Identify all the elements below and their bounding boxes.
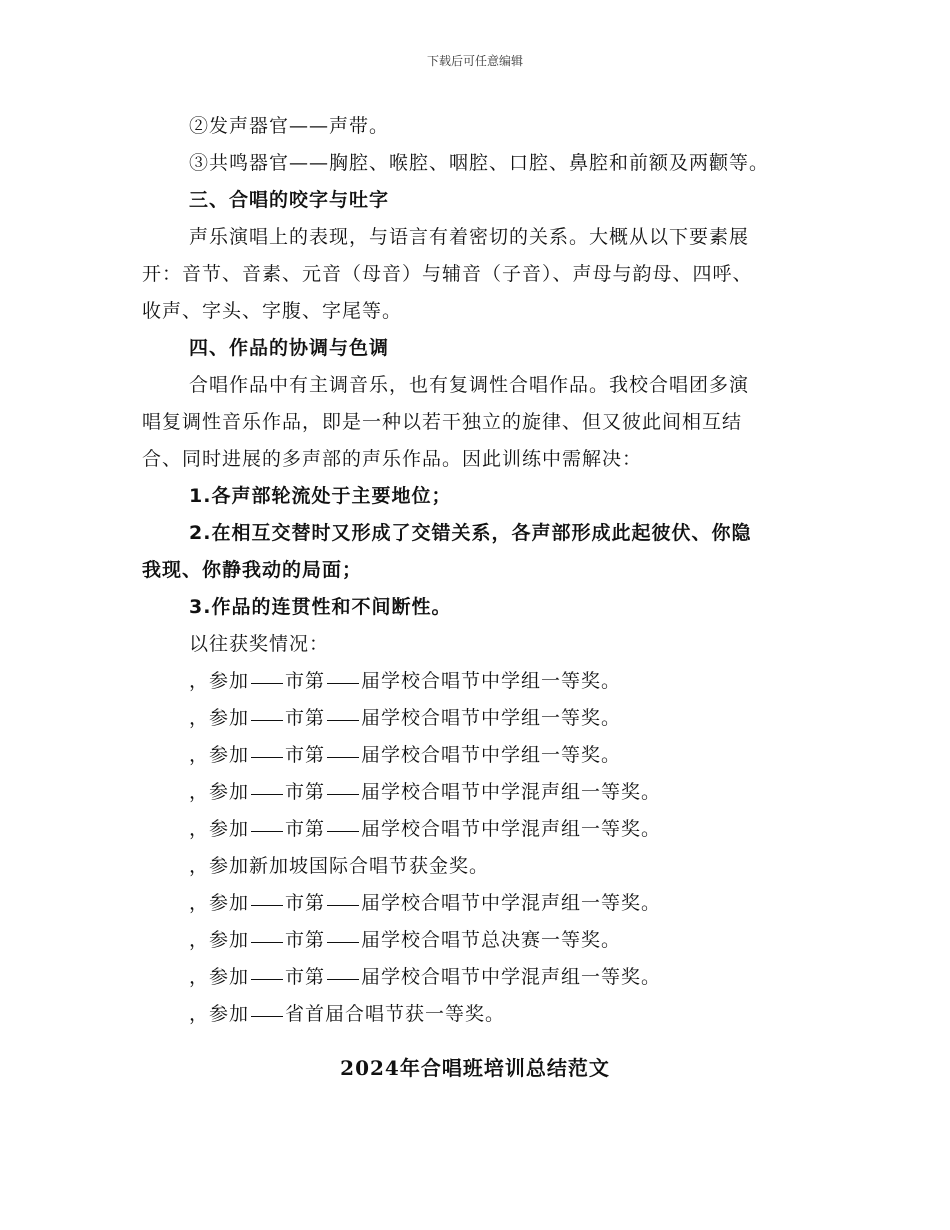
blank-line — [251, 756, 283, 758]
award-suffix: 届学校合唱节中学混声组一等奖。 — [361, 966, 662, 988]
award-mid: 市第 — [285, 818, 326, 840]
award-mid: 市第 — [285, 707, 326, 729]
blank-line — [327, 682, 359, 684]
award-item — [142, 848, 812, 885]
award-prefix: ，参加 — [189, 818, 250, 840]
document-title: 2024年合唱班培训总结范文 — [340, 1056, 610, 1080]
award-mid: 市第 — [285, 670, 326, 692]
awards-intro: 以往获奖情况： — [189, 633, 330, 655]
award-suffix: 届学校合唱节中学组一等奖。 — [361, 744, 622, 766]
award-suffix: 省首届合唱节获一等奖。 — [285, 1003, 506, 1025]
award-prefix: ，参加 — [189, 781, 250, 803]
paragraph-line: 合唱作品中有主调音乐，也有复调性合唱作品。我校合唱团多演 — [189, 374, 750, 396]
award-item — [142, 700, 812, 737]
document-body — [142, 108, 812, 1033]
blank-line — [251, 941, 283, 943]
award-item — [142, 663, 812, 700]
blank-line — [327, 756, 359, 758]
award-mid: 市第 — [285, 892, 326, 914]
award-mid: 市第 — [285, 781, 326, 803]
award-suffix: 届学校合唱节总决赛一等奖。 — [361, 929, 622, 951]
numbered-item: 我现、你静我动的局面； — [142, 559, 363, 581]
page-header: 下载后可任意编辑 — [426, 54, 523, 68]
blank-line — [251, 719, 283, 721]
award-mid: 市第 — [285, 744, 326, 766]
award-suffix: 届学校合唱节中学混声组一等奖。 — [361, 892, 662, 914]
award-prefix: ，参加 — [189, 892, 250, 914]
award-prefix: ，参加 — [189, 966, 250, 988]
awards-list — [142, 663, 812, 1033]
blank-line — [327, 719, 359, 721]
blank-line — [251, 682, 283, 684]
award-item — [142, 885, 812, 922]
award-prefix: ，参加 — [189, 1003, 250, 1025]
award-suffix: 届学校合唱节中学组一等奖。 — [361, 670, 622, 692]
award-mid: 市第 — [285, 966, 326, 988]
blank-line — [327, 941, 359, 943]
section-heading: 三、合唱的咬字与吐字 — [189, 189, 390, 211]
numbered-item: 1.各声部轮流处于主要地位； — [189, 485, 452, 507]
award-item — [142, 996, 812, 1033]
paragraph-line: 收声、字头、字腹、字尾等。 — [142, 300, 403, 322]
award-prefix: ，参加 — [189, 707, 250, 729]
section-heading: 四、作品的协调与色调 — [189, 337, 390, 359]
blank-line — [251, 1015, 283, 1017]
blank-line — [327, 830, 359, 832]
blank-line — [327, 793, 359, 795]
paragraph-line: ③共鸣器官——胸腔、喉腔、咽腔、口腔、鼻腔和前额及两颧等。 — [189, 152, 770, 174]
blank-line — [251, 978, 283, 980]
blank-line — [251, 830, 283, 832]
numbered-item: 2.在相互交替时又形成了交错关系，各声部形成此起彼伏、你隐 — [189, 522, 752, 544]
paragraph-line: 合、同时进展的多声部的声乐作品。因此训练中需解决： — [142, 448, 643, 470]
numbered-item: 3.作品的连贯性和不间断性。 — [189, 596, 452, 618]
award-mid: 市第 — [285, 929, 326, 951]
paragraph-line: 开：音节、音素、元音（母音）与辅音（子音）、声母与韵母、四呼、 — [142, 263, 753, 285]
award-suffix: 届学校合唱节中学混声组一等奖。 — [361, 818, 662, 840]
paragraph-line: 唱复调性音乐作品，即是一种以若干独立的旋律、但又彼此间相互结 — [142, 411, 743, 433]
paragraph-line: ②发声器官——声带。 — [189, 115, 390, 137]
award-prefix: ，参加 — [189, 670, 250, 692]
award-item — [142, 922, 812, 959]
award-prefix: ，参加 — [189, 929, 250, 951]
award-prefix: ，参加 — [189, 744, 250, 766]
blank-line — [327, 978, 359, 980]
blank-line — [251, 793, 283, 795]
award-item — [142, 774, 812, 811]
paragraph-line: 声乐演唱上的表现，与语言有着密切的关系。大概从以下要素展 — [189, 226, 750, 248]
blank-line — [327, 904, 359, 906]
award-suffix: 届学校合唱节中学混声组一等奖。 — [361, 781, 662, 803]
blank-line — [251, 904, 283, 906]
award-item — [142, 811, 812, 848]
award-text: ，参加新加坡国际合唱节获金奖。 — [189, 855, 490, 877]
award-item — [142, 737, 812, 774]
award-item — [142, 959, 812, 996]
award-suffix: 届学校合唱节中学组一等奖。 — [361, 707, 622, 729]
